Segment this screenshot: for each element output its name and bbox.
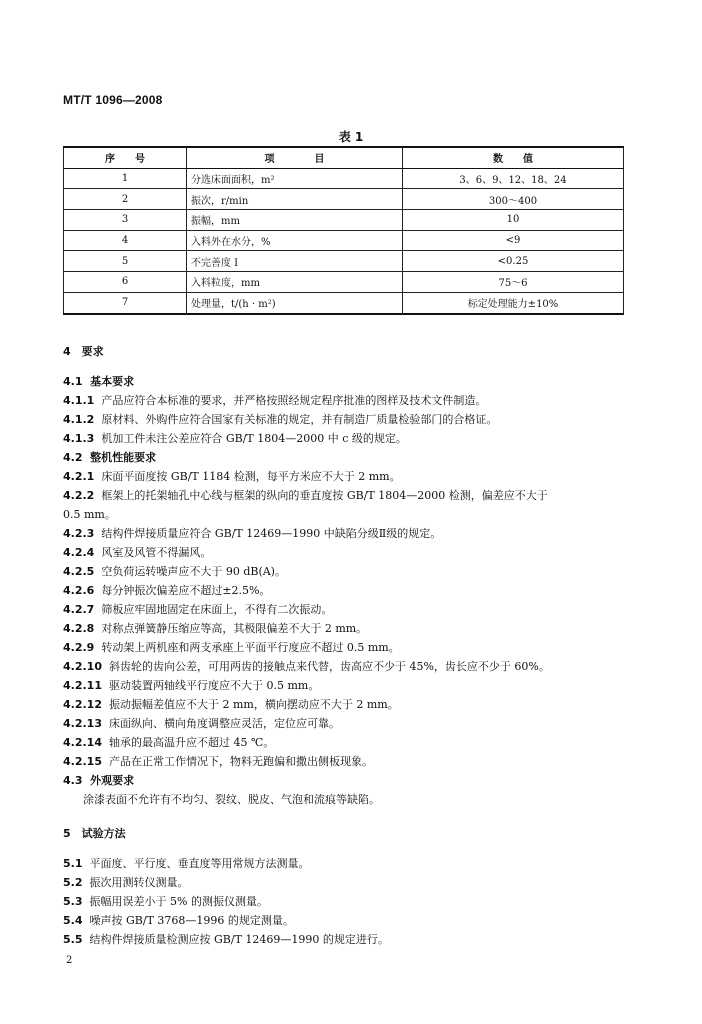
column-header-value: 数 值: [403, 147, 624, 168]
row-index: 6: [64, 272, 187, 293]
clause-4-2-13: [63, 716, 643, 731]
row-item: 入料粒度，mm: [187, 272, 403, 293]
clause-number: 4.2.12: [63, 698, 102, 711]
clause-text: 筛板应牢固地固定在床面上，不得有二次振动。: [101, 603, 333, 616]
clause-5-4: [63, 913, 643, 928]
clause-text: 外观要求: [90, 774, 135, 787]
clause-text: 斜齿轮的齿向公差，可用两齿的接触点来代替，齿高应不少于 45%，齿长应不少于 60%。: [108, 660, 550, 673]
row-value: 300～400: [403, 189, 624, 210]
clause-text: 机加工件未注公差应符合 GB/T 1804—2000 中 c 级的规定。: [101, 432, 407, 445]
row-item: 振次，r/min: [187, 189, 403, 210]
clause-text: 每分钟振次偏差应不超过±2.5%。: [101, 584, 271, 597]
clause-4-3-heading: [63, 773, 643, 788]
clause-number: 4.2.3: [63, 527, 95, 540]
clause-number: 4.2.13: [63, 717, 102, 730]
document-id-header: MT/T 1096—2008: [63, 93, 163, 107]
clause-number: 4.2.6: [63, 584, 95, 597]
clause-4-1-2: [63, 412, 643, 427]
clause-number: 4.2.2: [63, 489, 95, 502]
clause-text: 结构件焊接质量应符合 GB/T 12469—1990 中缺陷分级Ⅱ级的规定。: [101, 527, 442, 540]
clause-number: 4.2.10: [63, 660, 102, 673]
clause-text: 框架上的托架轴孔中心线与框架的纵向的垂直度按 GB/T 1804—2000 检测，偏差应不大于: [101, 489, 548, 502]
clause-5-2: [63, 875, 643, 890]
table-row: [64, 189, 624, 210]
clause-4-2-3: [63, 526, 643, 541]
table-row: [64, 251, 624, 272]
row-item: 分选床面面积，m²: [187, 168, 403, 189]
clause-text: 对称点弹簧静压缩应等高，其极限偏差不大于 2 mm。: [101, 622, 368, 635]
clause-number: 4.2.1: [63, 470, 95, 483]
row-value: 3、6、9、12、18、24: [403, 168, 624, 189]
clause-text: 基本要求: [90, 375, 135, 388]
clause-text: 振动振幅差值应不大于 2 mm，横向摆动应不大于 2 mm。: [108, 698, 399, 711]
row-value: 10: [403, 210, 624, 231]
clause-4-2-5: [63, 564, 643, 579]
clause-number: 5.5: [63, 933, 83, 946]
clause-text: 整机性能要求: [90, 451, 157, 464]
clause-number: 4.2.11: [63, 679, 102, 692]
parameters-table: [63, 146, 624, 315]
clause-number: 5.1: [63, 857, 83, 870]
clause-text: 振幅用误差小于 5% 的测振仪测量。: [89, 895, 268, 908]
clause-number: 5.4: [63, 914, 83, 927]
clause-4-2-4: [63, 545, 643, 560]
clause-4-2-1: [63, 469, 643, 484]
clause-4-2-8: [63, 621, 643, 636]
row-index: 3: [64, 210, 187, 231]
row-value: 75～6: [403, 272, 624, 293]
clause-4-2-2: [63, 488, 643, 503]
clause-number: 4.2.15: [63, 755, 102, 768]
table-row: [64, 292, 624, 313]
clause-4-2-6: [63, 583, 643, 598]
clause-4-2-9: [63, 640, 643, 655]
clause-4-3-body: 涂漆表面不允许有不均匀、裂纹、脱皮、气泡和流痕等缺陷。: [83, 793, 380, 806]
clause-text: 振次用测转仪测量。: [89, 876, 189, 889]
clause-4-2-12: [63, 697, 643, 712]
clause-text: 转动架上两机座和两支承座上平面平行度应不超过 0.5 mm。: [101, 641, 400, 654]
clause-number: 4.1: [63, 375, 83, 388]
clause-text: 轴承的最高温升应不超过 45 ℃。: [108, 736, 275, 749]
clause-4-2-14: [63, 735, 643, 750]
clause-text: 原材料、外购件应符合国家有关标准的规定，并有制造厂质量检验部门的合格证。: [101, 413, 498, 426]
clause-text: 噪声按 GB/T 3768—1996 的规定测量。: [89, 914, 294, 927]
clause-text: 结构件焊接质量检测应按 GB/T 12469—1990 的规定进行。: [89, 933, 389, 946]
section-4-title: 4 要求: [63, 345, 104, 358]
row-item: 不完善度 I: [187, 251, 403, 272]
clause-5-1: [63, 856, 643, 871]
clause-4-2-11: [63, 678, 643, 693]
clause-number: 4.3: [63, 774, 83, 787]
clause-number: 4.1.1: [63, 394, 95, 407]
clause-number: 5.3: [63, 895, 83, 908]
clause-text: 空负荷运转噪声应不大于 90 dB(A)。: [101, 565, 286, 578]
clause-4-1-3: [63, 431, 643, 446]
clause-number: 4.2.8: [63, 622, 95, 635]
clause-5-5: [63, 932, 643, 947]
row-index: 4: [64, 230, 187, 251]
clause-number: 4.2.5: [63, 565, 95, 578]
row-value: <9: [403, 230, 624, 251]
row-index: 2: [64, 189, 187, 210]
table-title: 表 1: [338, 130, 364, 144]
column-header-index: 序 号: [64, 147, 187, 168]
clause-number: 4.2: [63, 451, 83, 464]
clause-4-2-heading: [63, 450, 643, 465]
clause-number: 4.1.3: [63, 432, 95, 445]
clause-text: 产品应符合本标准的要求，并严格按照经规定程序批准的图样及技术文件制造。: [101, 394, 487, 407]
section-5-title: 5 试验方法: [63, 827, 126, 840]
clause-4-2-2-continued: 0.5 mm。: [63, 508, 116, 521]
table-row: [64, 168, 624, 189]
clause-4-1-1: [63, 393, 643, 408]
clause-number: 4.2.4: [63, 546, 95, 559]
clause-text: 驱动装置两轴线平行度应不大于 0.5 mm。: [108, 679, 320, 692]
row-item: 处理量，t/(h · m²): [187, 292, 403, 313]
clause-text: 床面纵向、横向角度调整应灵活，定位应可靠。: [108, 717, 340, 730]
table-row: [64, 230, 624, 251]
clause-number: 4.2.7: [63, 603, 95, 616]
clause-number: 4.2.14: [63, 736, 102, 749]
row-index: 7: [64, 292, 187, 313]
clause-5-3: [63, 894, 643, 909]
clause-4-2-15: [63, 754, 643, 769]
page-number: 2: [66, 955, 73, 966]
clause-4-2-10: [63, 659, 643, 674]
table-header-row: [64, 147, 624, 168]
table-row: [64, 210, 624, 231]
clause-text: 平面度、平行度、垂直度等用常规方法测量。: [89, 857, 310, 870]
clause-4-2-7: [63, 602, 643, 617]
table-row: [64, 272, 624, 293]
clause-number: 5.2: [63, 876, 83, 889]
clause-text: 风室及风管不得漏风。: [101, 546, 212, 559]
clause-text: 产品在正常工作情况下，物料无跑偏和撒出侧板现象。: [108, 755, 373, 768]
row-index: 1: [64, 168, 187, 189]
row-item: 入料外在水分，%: [187, 230, 403, 251]
row-item: 振幅，mm: [187, 210, 403, 231]
clause-4-1-heading: [63, 374, 643, 389]
clause-number: 4.1.2: [63, 413, 95, 426]
clause-number: 4.2.9: [63, 641, 95, 654]
column-header-item: 项 目: [187, 147, 403, 168]
row-value: 标定处理能力±10%: [403, 292, 624, 313]
row-value: <0.25: [403, 251, 624, 272]
row-index: 5: [64, 251, 187, 272]
clause-text: 床面平面度按 GB/T 1184 检测，每平方米应不大于 2 mm。: [101, 470, 401, 483]
